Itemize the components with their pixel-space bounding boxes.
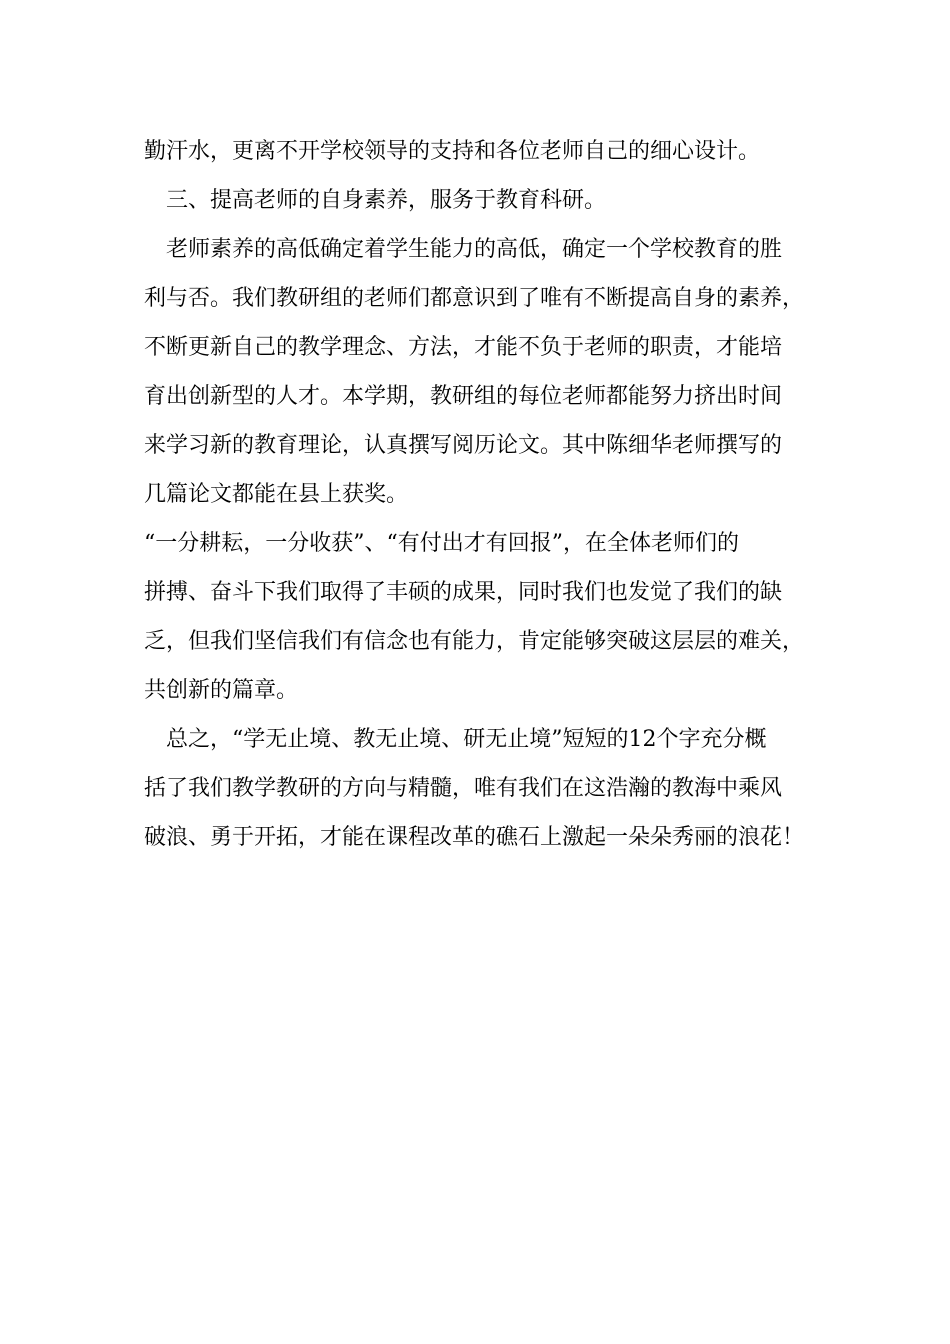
text-line: 破浪、勇于开拓，才能在课程改革的礁石上激起一朵朵秀丽的浪花！ bbox=[144, 825, 805, 850]
section-heading: 三、提高老师的自身素养，服务于教育科研。 bbox=[144, 188, 607, 213]
text-line: 拼搏、奋斗下我们取得了丰硕的成果，同时我们也发觉了我们的缺 bbox=[144, 580, 783, 605]
text-line: 乏，但我们坚信我们有信念也有能力，肯定能够突破这层层的难关， bbox=[144, 629, 805, 654]
body-text bbox=[144, 132, 824, 867]
text-line: 来学习新的教育理论，认真撰写阅历论文。其中陈细华老师撰写的 bbox=[144, 433, 783, 458]
text-line: 括了我们教学教研的方向与精髓，唯有我们在这浩瀚的教海中乘风 bbox=[144, 776, 783, 801]
text-line: 老师素养的高低确定着学生能力的高低，确定一个学校教育的胜 bbox=[144, 237, 783, 262]
text-line: 几篇论文都能在县上获奖。 bbox=[144, 482, 409, 507]
text-line: 利与否。我们教研组的老师们都意识到了唯有不断提高自身的素养， bbox=[144, 286, 805, 311]
text-line: 不断更新自己的教学理念、方法，才能不负于老师的职责，才能培 bbox=[144, 335, 783, 360]
text-line: 总之，“学无止境、教无止境、研无止境”短短的12个字充分概 bbox=[144, 727, 767, 752]
text-line: 勤汗水，更离不开学校领导的支持和各位老师自己的细心设计。 bbox=[144, 139, 761, 164]
text-line: “一分耕耘，一分收获”、“有付出才有回报”，在全体老师们的 bbox=[144, 531, 739, 556]
text-line: 育出创新型的人才。本学期，教研组的每位老师都能努力挤出时间 bbox=[144, 384, 783, 409]
text-line: 共创新的篇章。 bbox=[144, 678, 299, 703]
